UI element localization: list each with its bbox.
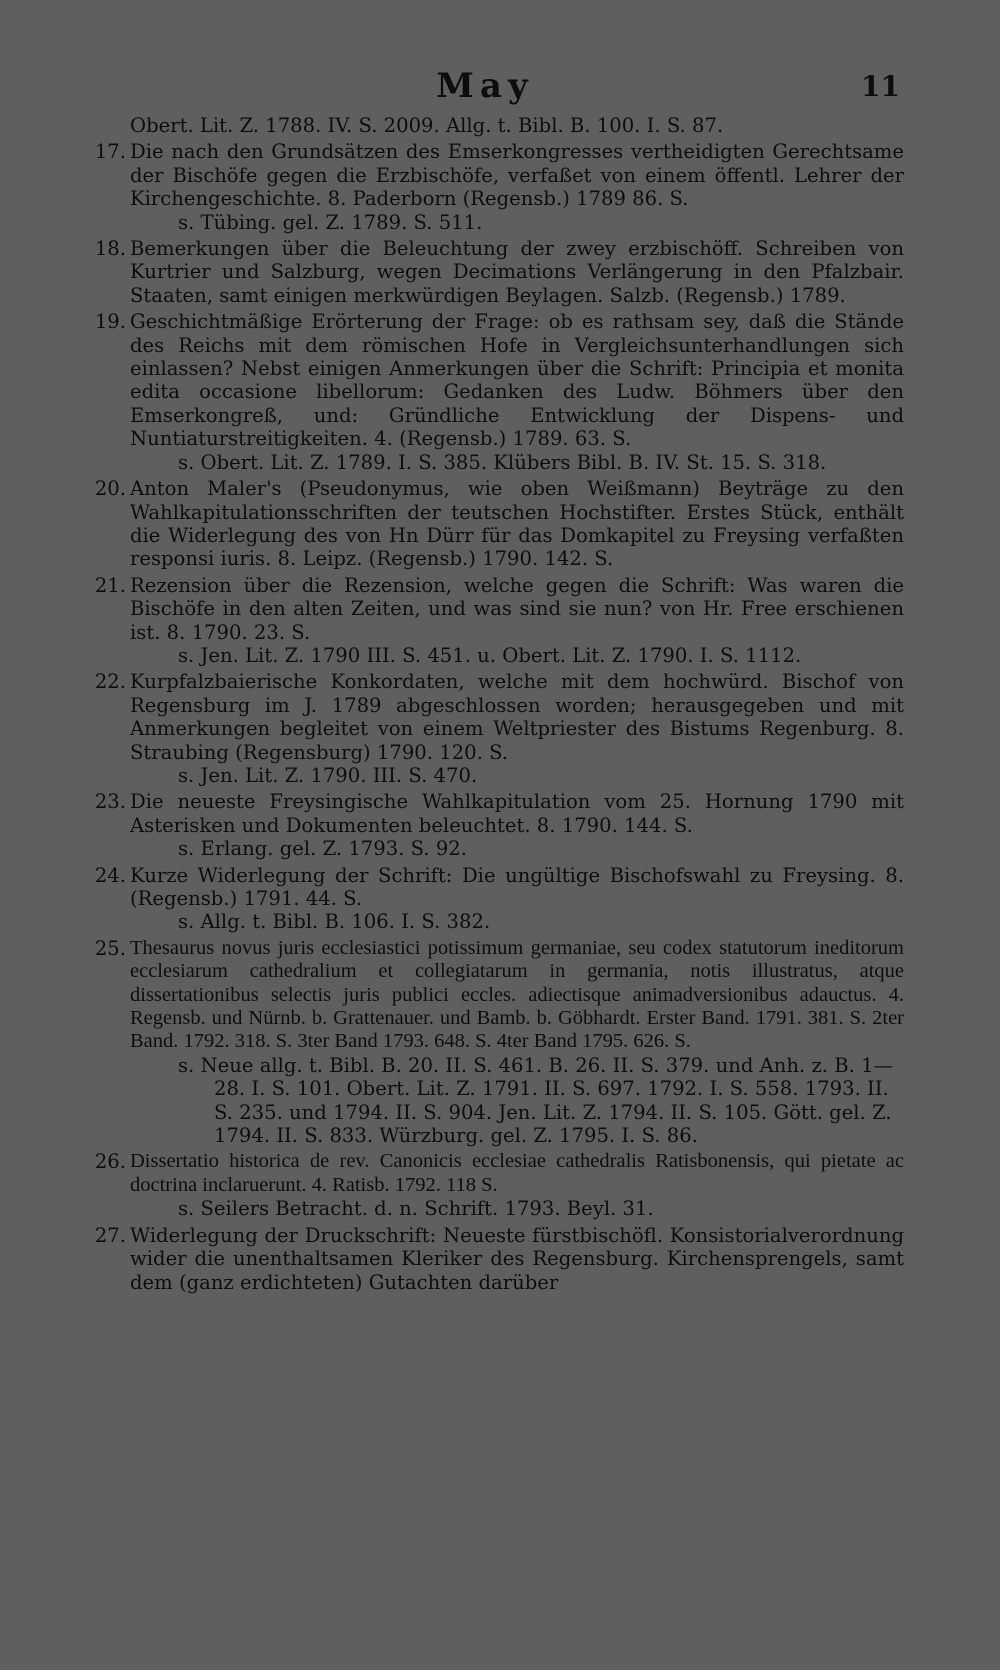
entry-20 [78, 477, 904, 571]
bibliography-list [78, 114, 904, 1294]
entry-22 [78, 670, 904, 787]
entry-number: 24. [94, 863, 126, 887]
entry-25 [78, 937, 904, 1148]
entry-number: 21. [94, 573, 126, 597]
entry-17 [78, 140, 904, 234]
entry-text: Rezension über die Rezension, welche gegen die Schrift: Was waren die Bischöfe in den alten Zeiten, und was sind sie nun? von Hr. Free erschienen ist. 8. 1790. 23. S. [130, 573, 904, 644]
entry-21 [78, 574, 904, 668]
entry-citation: s. Allg. t. Bibl. B. 106. I. S. 382. [178, 910, 491, 934]
entry-citation: s. Jen. Lit. Z. 1790. III. S. 470. [178, 763, 478, 787]
entry-number: 26. [94, 1150, 126, 1174]
entry-number: 27. [94, 1223, 126, 1247]
entry-23 [78, 790, 904, 860]
entry-number: 17. [94, 140, 126, 164]
entry-text: Die nach den Grundsätzen des Emserkongresses vertheidigten Gerechtsame der Bischöfe gegen die Erzbischöfe, verfaßet von einem öffentl. Lehrer der Kirchengeschichte. 8. Paderborn (Regensb.) 1789 86. S. [130, 140, 904, 211]
entry-number: 18. [94, 237, 126, 261]
entry-26 [78, 1150, 904, 1220]
entry-text: Dissertatio historica de rev. Canonicis ecclesiae cathedralis Ratisbonensis, qui pietate ac doctrina inclaruerunt. 4. Ratisb. 1792. 118 S. [130, 1150, 904, 1196]
entry-27 [78, 1224, 904, 1294]
entry-citation: s. Neue allg. t. Bibl. B. 20. II. S. 461. B. 26. II. S. 379. und Anh. z. B. 1—28. I. S. 101. Obert. Lit. Z. 1791. II. S. 697. 1792. I. S. 558. 1793. II. S. 235. und 1794. II. S. 904. Jen. Lit. Z. 1794. II. S. 105. Gött. gel. Z. 1794. II. S. 833. Würzburg. gel. Z. 1795. I. S. 86. [178, 1053, 894, 1148]
entry-text: Widerlegung der Druckschrift: Neueste fürstbischöfl. Konsistorialverordnung wider die unenthaltsamen Kleriker des Regensburg. Kirchensprengels, samt dem (ganz erdichteten) Gutachten darüber [130, 1223, 904, 1294]
running-title: May [436, 66, 534, 106]
page-number: 11 [861, 70, 900, 103]
entry-number: 19. [94, 310, 126, 334]
entry-citation: s. Jen. Lit. Z. 1790 III. S. 451. u. Obert. Lit. Z. 1790. I. S. 1112. [178, 643, 802, 667]
entry-citation: s. Erlang. gel. Z. 1793. S. 92. [178, 837, 467, 861]
entry-text: Kurze Widerlegung der Schrift: Die ungültige Bischofswahl zu Freysing. 8. (Regensb.) 1791. 44. S. [130, 863, 904, 910]
entry-number: 20. [94, 477, 126, 501]
entry-citation: s. Tübing. gel. Z. 1789. S. 511. [178, 210, 483, 234]
entry-18 [78, 237, 904, 307]
entry-citation: s. Seilers Betracht. d. n. Schrift. 1793. Beyl. 31. [178, 1197, 654, 1221]
entry-number: 25. [94, 936, 126, 960]
entry-text: Geschichtmäßige Erörterung der Frage: ob es rathsam sey, daß die Stände des Reichs mit dem römischen Hofe in Vergleichsunterhandlungen sich einlassen? Nebst einigen Anmerkungen über die Schrift: Principia et monita edita occasione libellorum: Gedanken des Ludw. Böhmers über den Emserkongreß, und: Gründliche Entwicklung der Dispens- und Nuntiaturstreitigkeiten. 4. (Regensb.) 1789. 63. S. [130, 310, 904, 451]
continued-citation: Obert. Lit. Z. 1788. IV. S. 2009. Allg. t. Bibl. B. 100. I. S. 87. [130, 114, 724, 137]
entry-text: Die neueste Freysingische Wahlkapitulation vom 25. Hornung 1790 mit Asterisken und Dokumenten beleuchtet. 8. 1790. 144. S. [130, 790, 904, 837]
entry-24 [78, 864, 904, 934]
entry-text: Thesaurus novus juris ecclesiastici potissimum germaniae, seu codex statutorum ineditorum ecclesiarum cathedralium et collegiatarum in germania, notis illustratus, atque dissertationibus selectis juris publici eccles. adiectisque animadversionibus adauctus. 4. Regensb. und Nürnb. b. Grattenauer. und Bamb. b. Göbhardt. Erster Band. 1791. 381. S. 2ter Band. 1792. 318. S. 3ter Band 1793. 648. S. 4ter Band 1795. 626. S. [130, 936, 904, 1053]
entry-citation: s. Obert. Lit. Z. 1789. I. S. 385. Klübers Bibl. B. IV. St. 15. S. 318. [178, 450, 827, 474]
entry-text: Anton Maler's (Pseudonymus, wie oben Weißmann) Beyträge zu den Wahlkapitulationsschriften der teutschen Hochstifter. Erstes Stück, enthält die Widerlegung des von Hn Dürr für das Domkapitel zu Freysing verfaßten responsi iuris. 8. Leipz. (Regensb.) 1790. 142. S. [130, 477, 904, 571]
entry-text: Kurpfalzbaierische Konkordaten, welche mit dem hochwürd. Bischof von Regensburg im J. 1789 abgeschlossen worden; herausgegeben und mit Anmerkungen begleitet von einem Weltpriester des Bistums Regenburg. 8. Straubing (Regensburg) 1790. 120. S. [130, 670, 904, 764]
entry-19 [78, 310, 904, 474]
entry-number: 22. [94, 670, 126, 694]
book-page [70, 48, 904, 1648]
entry-number: 23. [94, 790, 126, 814]
page-header [70, 66, 900, 110]
entry-text: Bemerkungen über die Beleuchtung der zwey erzbischöff. Schreiben von Kurtrier und Salzburg, wegen Decimations Verlängerung in den Pfalzbair. Staaten, samt einigen merkwürdigen Beylagen. Salzb. (Regensb.) 1789. [130, 237, 904, 307]
